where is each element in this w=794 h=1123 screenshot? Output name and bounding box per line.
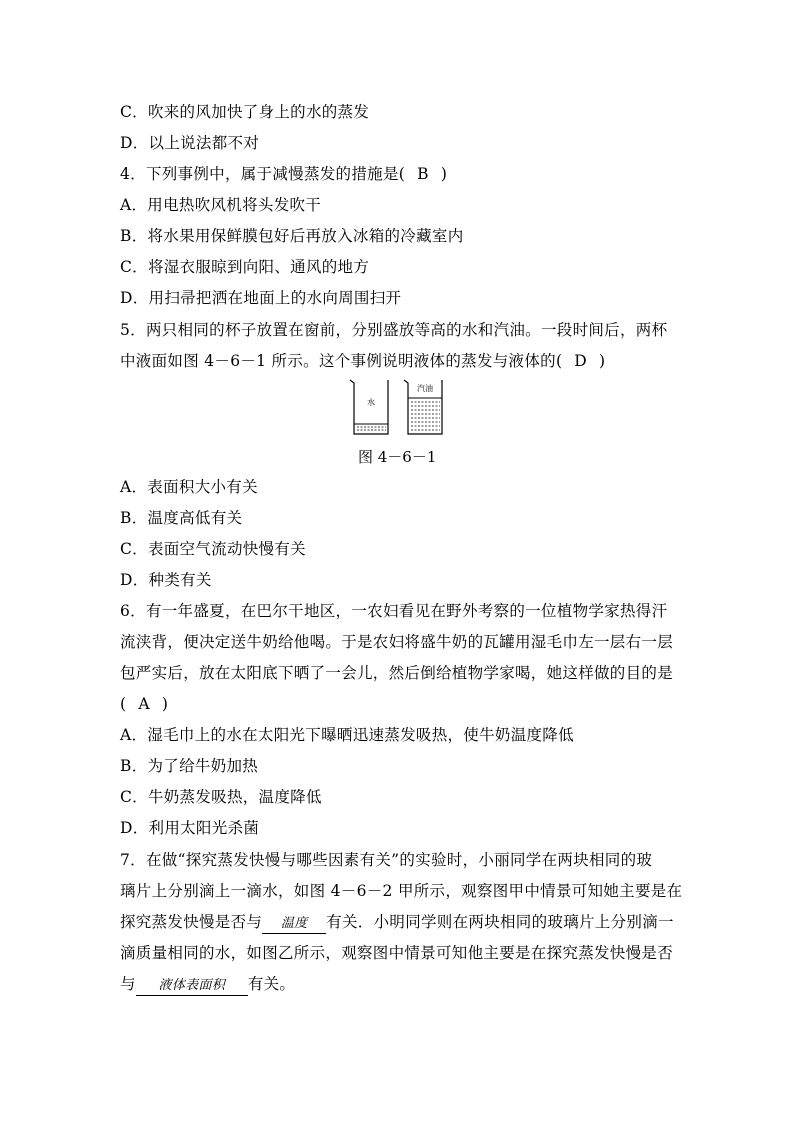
q7-line3 [120, 912, 674, 934]
q6-stem-line3: 包严实后，放在太阳底下晒了一会儿，然后倒给植物学家喝，她这样做的目的是 [120, 664, 674, 682]
q5-option-a: A．表面积大小有关 [120, 478, 258, 496]
q5-option-d: D．种类有关 [120, 571, 212, 589]
q7-line2: 璃片上分别滴上一滴水，如图 4－6－2 甲所示，观察图甲中情景可知她主要是在 [120, 882, 683, 900]
q4-option-b: B．将水果用保鲜膜包好后再放入冰箱的冷藏室内 [120, 227, 464, 245]
q5-answer: D [574, 352, 588, 370]
beaker-figure [340, 378, 450, 438]
q7-line1: 7．在做“探究蒸发快慢与哪些因素有关”的实验时，小丽同学在两块相同的玻 [120, 851, 653, 869]
figure-caption: 图 4－6－1 [358, 448, 437, 466]
q6-stem-line2: 流浃背，便决定送牛奶给他喝。于是农妇将盛牛奶的瓦罐用湿毛巾左一层右一层 [120, 633, 674, 651]
q4-stem-close: ) [440, 165, 448, 183]
q7-blank-temperature: 温度 [262, 915, 326, 934]
q5-stem-line2 [120, 351, 605, 371]
q5-option-b: B．温度高低有关 [120, 509, 243, 527]
q7-line3-text: 探究蒸发快慢是否与 [120, 913, 263, 931]
q4-stem-text: 4．下列事例中，属于减慢蒸发的措施是( [120, 165, 406, 183]
water-beaker [350, 380, 388, 434]
q5-stem-line2-text: 中液面如图 4－6－1 所示。这个事例说明液体的蒸发与液体的( [120, 352, 563, 370]
q5-stem-line1: 5．两只相同的杯子放置在窗前，分别盛放等高的水和汽油。一段时间后，两杯 [120, 321, 668, 339]
q4-option-c: C．将湿衣服晾到向阳、通风的地方 [120, 258, 370, 276]
q6-stem-line1: 6．有一年盛夏，在巴尔干地区，一农妇看见在野外考察的一位植物学家热得汗 [120, 602, 668, 620]
q3-option-d: D．以上说法都不对 [120, 134, 260, 152]
q7-line5-rest: 有关。 [247, 975, 296, 993]
gasoline-label: 汽油 [417, 384, 433, 393]
q6-option-d: D．利用太阳光杀菌 [120, 819, 260, 837]
q4-stem [120, 164, 447, 184]
q7-line5-text: 与 [120, 975, 136, 993]
q7-line4: 滴质量相同的水，如图乙所示，观察图中情景可知他主要是在探究蒸发快慢是否 [120, 944, 674, 962]
q5-option-c: C．表面空气流动快慢有关 [120, 540, 306, 558]
q6-answer: A [138, 695, 150, 713]
q7-line3-rest: 有关．小明同学则在两块相同的玻璃片上分别滴一 [326, 913, 674, 931]
q3-option-c: C．吹来的风加快了身上的水的蒸发 [120, 103, 370, 121]
q6-answer-close: ) [161, 695, 169, 713]
q6-answer-open: ( [120, 695, 127, 713]
q6-option-b: B．为了给牛奶加热 [120, 757, 259, 775]
q6-option-c: C．牛奶蒸发吸热，温度降低 [120, 788, 322, 806]
q7-blank-surface-area: 液体表面积 [136, 977, 248, 996]
q4-option-a: A．用电热吹风机将头发吹干 [120, 196, 322, 214]
q4-option-d: D．用扫帚把洒在地面上的水向周围扫开 [120, 289, 402, 307]
water-label: 水 [367, 398, 375, 407]
q7-line5 [120, 974, 295, 996]
q6-answer-line [120, 694, 168, 714]
q5-stem-close: ) [599, 352, 606, 370]
q6-option-a: A．湿毛巾上的水在太阳光下曝晒迅速蒸发吸热，使牛奶温度降低 [120, 726, 574, 744]
q4-answer: B [417, 165, 429, 183]
